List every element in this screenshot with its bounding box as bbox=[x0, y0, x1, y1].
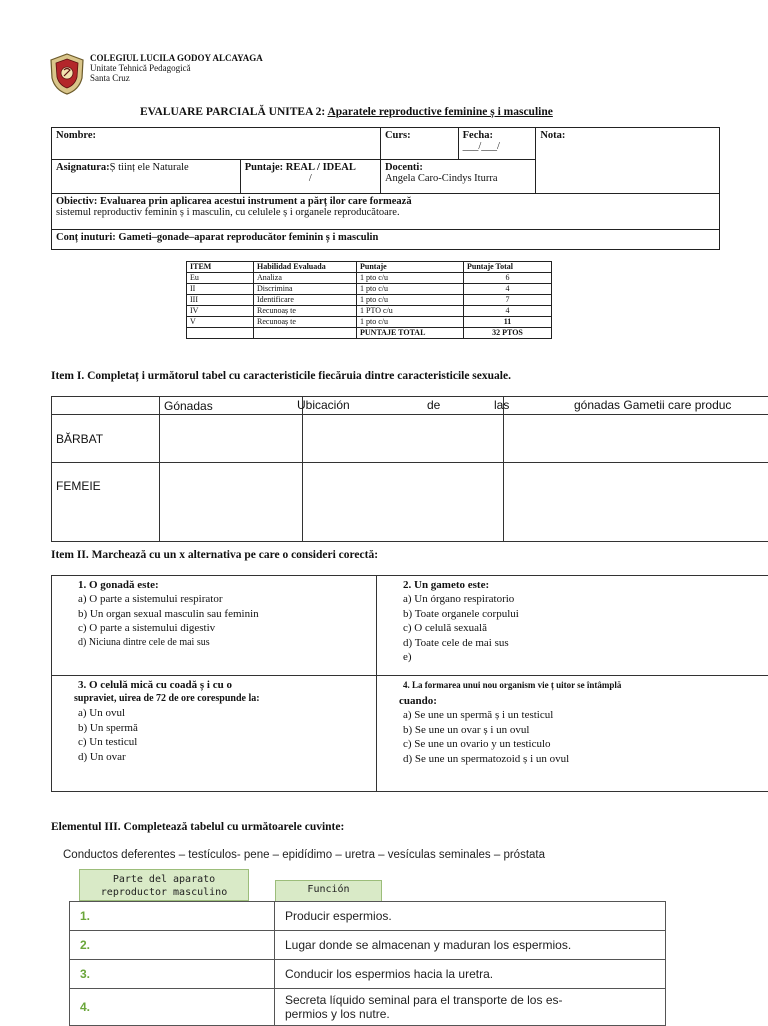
item1-table bbox=[51, 396, 768, 542]
score-row bbox=[187, 273, 552, 284]
item3-title: Elementul III. Completează tabelul cu următoarele cuvinte: bbox=[51, 821, 344, 833]
option[interactable]: d) Niciuna dintre cele de mai sus bbox=[52, 636, 370, 651]
question-4-text-2: cuando: bbox=[399, 692, 763, 708]
score-total: 4 bbox=[464, 306, 552, 317]
objectiv-text: sistemul reproductiv feminin ș i masculin, cu celulele ș i organele reproducătoare. bbox=[56, 207, 715, 218]
asignatura-value: Ș tiinț ele Naturale bbox=[110, 162, 189, 173]
function-column-tag: Función bbox=[275, 880, 382, 902]
score-row bbox=[187, 317, 552, 328]
score-total-label: PUNTAJE TOTAL bbox=[357, 328, 464, 339]
item1-answer-cell[interactable] bbox=[303, 415, 504, 463]
item1-header-gametes bbox=[504, 397, 768, 415]
fecha-blank: ___/___/ bbox=[463, 141, 532, 152]
objectiv-title: Obiectiv: Evaluarea prin aplicarea acestui instrument a părț ilor care formează bbox=[56, 196, 715, 207]
item1-row-female bbox=[52, 463, 768, 542]
school-city: Santa Cruz bbox=[90, 73, 263, 83]
score-skill: Analiza bbox=[254, 273, 357, 284]
item1-row-male bbox=[52, 415, 768, 463]
item1-header-ubicacion: Ubicación bbox=[297, 398, 350, 412]
score-row bbox=[187, 284, 552, 295]
part-answer-cell[interactable]: 2. bbox=[70, 931, 275, 960]
title-prefix: EVALUARE PARCIALĂ UNITEA 2: bbox=[140, 106, 327, 118]
option[interactable]: d) Se une un spermatozoid ș i un ovul bbox=[377, 752, 763, 767]
item1-header-location bbox=[303, 397, 504, 415]
school-info bbox=[90, 53, 263, 83]
option[interactable]: b) Un organ sexual masculin sau feminin bbox=[52, 607, 370, 622]
docenti-cell bbox=[380, 160, 535, 194]
option[interactable]: a) Un ovul bbox=[52, 706, 370, 721]
score-points: 1 pto c/u bbox=[357, 317, 464, 328]
asignatura-cell bbox=[52, 160, 241, 194]
score-total-row bbox=[187, 328, 552, 339]
item3-table bbox=[69, 901, 666, 1026]
score-empty bbox=[254, 328, 357, 339]
item1-title: Item I. Completaț i următorul tabel cu caracteristicile fiecăruia dintre caracteristicile sexuale. bbox=[51, 370, 511, 382]
part-column-tag bbox=[79, 869, 249, 901]
score-points: 1 pto c/u bbox=[357, 273, 464, 284]
item1-answer-cell[interactable] bbox=[160, 463, 303, 542]
option[interactable]: d) Un ovar bbox=[52, 750, 370, 765]
option[interactable]: c) O celulă sexuală bbox=[377, 621, 763, 636]
question-4-text: 4. La formarea unui nou organism vie ț uitor se întâmplă bbox=[403, 678, 763, 692]
score-skill: Discrimina bbox=[254, 284, 357, 295]
item1-header-de: de bbox=[427, 398, 440, 412]
item3-row bbox=[70, 960, 666, 989]
function-text-line2: permios y los nutre. bbox=[285, 1007, 655, 1021]
puntaje-label: Puntaje: REAL / IDEAL bbox=[245, 162, 376, 173]
item1-answer-cell[interactable] bbox=[504, 415, 768, 463]
question-2 bbox=[377, 576, 768, 676]
score-points: 1 pto c/u bbox=[357, 295, 464, 306]
part-tag-line2: reproductor masculino bbox=[80, 886, 248, 899]
item1-header-las: las bbox=[494, 398, 509, 412]
question-2-text: 2. Un gameto este: bbox=[403, 578, 763, 592]
student-info-table bbox=[51, 127, 720, 250]
question-3-text: 3. O celulă mică cu coadă ș i cu o bbox=[78, 678, 370, 692]
item1-header-gametes-text: gónadas Gametii care produc bbox=[574, 398, 731, 412]
score-item: V bbox=[187, 317, 254, 328]
question-3 bbox=[52, 676, 377, 792]
option[interactable]: e) bbox=[377, 650, 763, 665]
item1-answer-cell[interactable] bbox=[303, 463, 504, 542]
score-row bbox=[187, 295, 552, 306]
nombre-cell[interactable]: Nombre: bbox=[52, 128, 381, 160]
score-skill: Identificare bbox=[254, 295, 357, 306]
score-points: 1 pto c/u bbox=[357, 284, 464, 295]
option[interactable]: c) O parte a sistemului digestiv bbox=[52, 621, 370, 636]
item3-row bbox=[70, 902, 666, 931]
option[interactable]: a) O parte a sistemului respirator bbox=[52, 592, 370, 607]
item3-row bbox=[70, 931, 666, 960]
school-name: COLEGIUL LUCILA GODOY ALCAYAGA bbox=[90, 53, 263, 63]
option[interactable]: c) Se une un ovario y un testiculo bbox=[377, 737, 763, 752]
function-text: Lugar donde se almacenan y maduran los espermios. bbox=[275, 931, 666, 960]
score-table bbox=[186, 261, 552, 339]
question-3-text-2: supraviet, uirea de 72 de ore corespunde la: bbox=[74, 692, 370, 706]
item2-row bbox=[52, 576, 768, 676]
item3-row bbox=[70, 989, 666, 1026]
item2-title: Item II. Marchează cu un x alternativa pe care o consideri corectă: bbox=[51, 549, 378, 561]
question-1-text: 1. O gonadă este: bbox=[78, 578, 370, 592]
question-4 bbox=[377, 676, 768, 792]
option[interactable]: c) Un testicul bbox=[52, 735, 370, 750]
puntaje-cell bbox=[240, 160, 380, 194]
part-answer-cell[interactable]: 3. bbox=[70, 960, 275, 989]
asignatura-label: Asignatura: bbox=[56, 162, 110, 173]
score-empty bbox=[187, 328, 254, 339]
score-skill: Recunoaș te bbox=[254, 317, 357, 328]
item2-row bbox=[52, 676, 768, 792]
continuturi-cell: Conț inuturi: Gameti–gonade–aparat reproducător feminin ș i masculin bbox=[52, 230, 720, 250]
question-1 bbox=[52, 576, 377, 676]
function-text: Producir espermios. bbox=[275, 902, 666, 931]
option[interactable]: b) Un spermă bbox=[52, 721, 370, 736]
puntaje-slash: / bbox=[245, 173, 376, 184]
item2-table bbox=[51, 575, 768, 792]
docenti-names: Angela Caro-Cindys Iturra bbox=[385, 173, 531, 184]
score-points: 1 PTO c/u bbox=[357, 306, 464, 317]
school-crest-icon bbox=[48, 52, 86, 96]
part-tag-line1: Parte del aparato bbox=[80, 873, 248, 886]
item1-header-row bbox=[52, 397, 768, 415]
score-item: IV bbox=[187, 306, 254, 317]
school-unit: Unitate Tehnică Pedagogică bbox=[90, 63, 263, 73]
item1-answer-cell[interactable] bbox=[504, 463, 768, 542]
score-total: 6 bbox=[464, 273, 552, 284]
score-row bbox=[187, 306, 552, 317]
curs-cell[interactable]: Curs: bbox=[380, 128, 458, 160]
option[interactable]: b) Toate organele corpului bbox=[377, 607, 763, 622]
score-header-skill: Habilidad Evaluada bbox=[254, 262, 357, 273]
score-skill: Recunoaș te bbox=[254, 306, 357, 317]
score-item: II bbox=[187, 284, 254, 295]
score-header-row bbox=[187, 262, 552, 273]
option[interactable]: b) Se une un ovar ș i un ovul bbox=[377, 723, 763, 738]
item1-header-empty bbox=[52, 397, 160, 415]
word-bank: Conductos deferentes – testículos- pene – epidídimo – uretra – vesículas seminales – próstata bbox=[63, 849, 545, 861]
fecha-label: Fecha: bbox=[463, 130, 532, 141]
fecha-cell[interactable] bbox=[458, 128, 536, 160]
part-answer-cell[interactable]: 1. bbox=[70, 902, 275, 931]
score-item: Eu bbox=[187, 273, 254, 284]
option[interactable]: d) Toate cele de mai sus bbox=[377, 636, 763, 651]
item1-label-barbat: BĂRBAT bbox=[52, 415, 160, 463]
docenti-label: Docenti: bbox=[385, 162, 531, 173]
item1-label-femeie: FEMEIE bbox=[52, 463, 160, 542]
document-title bbox=[140, 106, 553, 118]
function-text: Conducir los espermios hacia la uretra. bbox=[275, 960, 666, 989]
part-answer-cell[interactable]: 4. bbox=[70, 989, 275, 1026]
function-text-multiline bbox=[275, 989, 666, 1026]
score-item: III bbox=[187, 295, 254, 306]
score-total: 7 bbox=[464, 295, 552, 306]
title-subject: Aparatele reproductive feminine ș i masculine bbox=[327, 106, 552, 118]
score-total: 11 bbox=[464, 317, 552, 328]
nota-cell[interactable]: Nota: bbox=[536, 128, 720, 194]
score-header-total: Puntaje Total bbox=[464, 262, 552, 273]
objectiv-cell bbox=[52, 194, 720, 230]
score-total: 4 bbox=[464, 284, 552, 295]
option[interactable]: a) Se une un spermă ș i un testicul bbox=[377, 708, 763, 723]
item1-header-gonadas: Gónadas bbox=[160, 397, 303, 415]
score-header-points: Puntaje bbox=[357, 262, 464, 273]
score-header-item: ITEM bbox=[187, 262, 254, 273]
item1-answer-cell[interactable] bbox=[160, 415, 303, 463]
score-total-value: 32 PTOS bbox=[464, 328, 552, 339]
function-text-line1: Secreta líquido seminal para el transporte de los es- bbox=[285, 993, 655, 1007]
option[interactable]: a) Un órgano respiratorio bbox=[377, 592, 763, 607]
